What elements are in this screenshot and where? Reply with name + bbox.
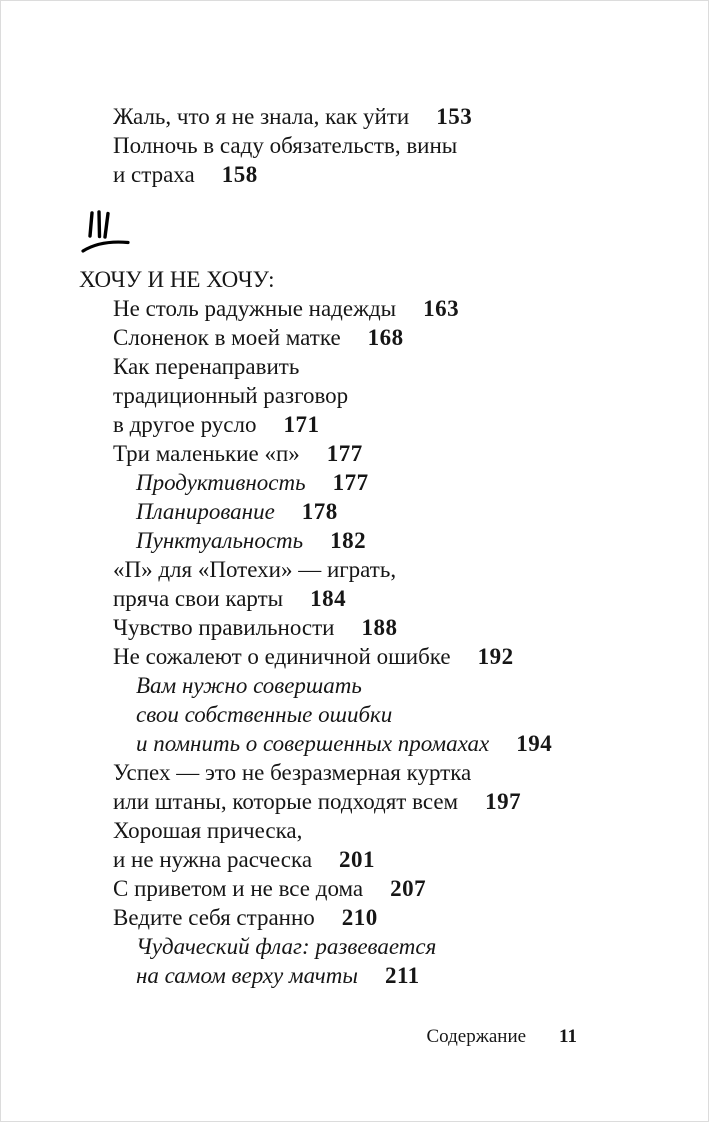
toc-line-text: ХОЧУ И НЕ ХОЧУ: [79,267,275,292]
page-number: 163 [423,296,460,321]
toc-entry [79,671,658,758]
toc-line-text: или штаны, которые подходят всем [113,789,459,814]
page-number: 188 [361,615,398,640]
page-footer [426,1025,577,1049]
toc-line-text: Жаль, что я не знала, как уйти [113,104,410,129]
toc-line-text: «П» для «Потехи» — играть, [113,557,397,582]
toc-line-text: и не нужна расческа [113,847,313,872]
toc-line [79,787,658,816]
toc-line [79,102,658,131]
page-number: 184 [310,586,347,611]
toc-line [79,700,658,729]
toc-line-text: Не сожалеют о единичной ошибке [113,644,451,669]
toc-line-text: Ведите себя странно [113,905,315,930]
toc-entry [79,526,658,555]
toc-line-text: и страха [113,162,195,187]
page-number: 197 [485,789,522,814]
toc-line [79,584,658,613]
toc-line-text: Три маленькие «п» [113,441,300,466]
toc-entry [79,816,658,874]
footer-section-title: Содержание [426,1026,527,1047]
toc-line-text: Слоненок в моей матке [113,325,341,350]
toc-line [79,381,658,410]
page-number: 211 [384,963,420,988]
toc-line-text: Пунктуальность [136,528,304,553]
page-number: 210 [341,905,378,930]
toc-line [79,265,658,294]
toc-line [79,410,658,439]
tally-iii-icon [81,210,131,255]
page-number: 201 [339,847,376,872]
page-number: 207 [390,876,427,901]
toc-entry [79,102,658,131]
handwritten-section-mark-iii [79,189,658,265]
toc-line-text: С приветом и не все дома [113,876,364,901]
toc-line [79,468,658,497]
toc-line-text: Как перенаправить [113,354,300,379]
toc-line-text: Вам нужно совершать [136,673,362,698]
toc-line [79,526,658,555]
page-number: 168 [367,325,404,350]
toc-line [79,903,658,932]
toc-line [79,613,658,642]
toc-line-text: и помнить о совершенных промахах [136,731,490,756]
page-number: 153 [436,104,473,129]
toc-line [79,729,658,758]
toc-line [79,874,658,903]
toc-entry [79,874,658,903]
toc-line-text: Не столь радужные надежды [113,296,397,321]
toc-section-header [79,265,658,323]
page-number: 194 [516,731,553,756]
toc-entry [79,497,658,526]
toc-line [79,352,658,381]
page-number: 192 [477,644,514,669]
toc-entry [79,131,658,189]
toc-line-text: свои собственные ошибки [136,702,393,727]
toc-line [79,758,658,787]
toc-line-text: Хорошая прическа, [113,818,303,843]
toc-line-text: Полночь в саду обязательств, вины [113,133,458,158]
toc-line [79,160,658,189]
toc-line [79,131,658,160]
toc-line-text: в другое русло [113,412,257,437]
toc-entry [79,613,658,642]
footer-page-number: 11 [559,1026,577,1047]
toc-line-text: пряча свои карты [113,586,284,611]
toc-entry [79,439,658,468]
toc-line [79,294,658,323]
toc-line [79,555,658,584]
toc-line [79,497,658,526]
toc-line [79,932,658,961]
toc-line-text: Успех — это не безразмерная куртка [113,760,472,785]
toc-entry [79,903,658,932]
toc-entry [79,642,658,671]
toc-line [79,439,658,468]
toc-entry [79,352,658,439]
toc-line [79,816,658,845]
toc-line-text: на самом верху мачты [136,963,358,988]
page-number: 158 [221,162,258,187]
page-number: 177 [332,470,369,495]
toc-line-text: Продуктивность [136,470,306,495]
page-number: 182 [330,528,367,553]
toc-line [79,961,658,990]
page-number: 171 [283,412,320,437]
toc-entry [79,932,658,990]
toc-line-text: Чудаческий флаг: развевается [136,934,437,959]
toc-line [79,323,658,352]
toc-line-text: Планирование [136,499,275,524]
page-number: 178 [301,499,338,524]
toc-line [79,642,658,671]
toc-line [79,845,658,874]
toc-entry [79,468,658,497]
toc-line-text: традиционный разговор [113,383,349,408]
toc-entry [79,758,658,816]
page-number: 177 [326,441,363,466]
toc-entry [79,323,658,352]
table-of-contents [1,1,708,990]
toc-line-text: Чувство правильности [113,615,335,640]
toc-line [79,671,658,700]
toc-entry [79,555,658,613]
